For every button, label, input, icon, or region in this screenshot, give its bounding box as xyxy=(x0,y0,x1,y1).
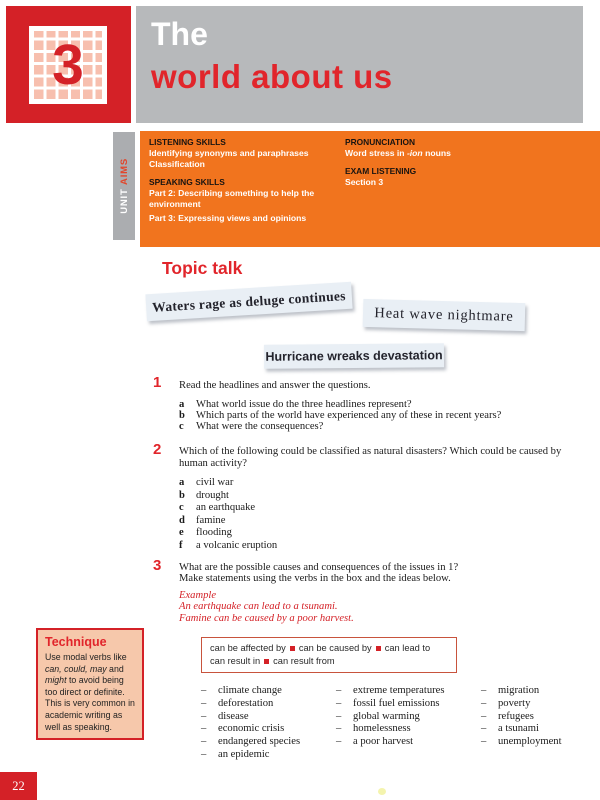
headline-strip-3: Hurricane wreaks devastation xyxy=(264,343,444,369)
list-item: – unemployment xyxy=(481,736,562,748)
option-item: f a volcanic eruption xyxy=(179,539,278,551)
exercise-3-instruction-line2: Make statements using the verbs in the box and the ideas below. xyxy=(179,573,451,585)
unit-badge-inner-square xyxy=(29,26,107,104)
list-item: – deforestation xyxy=(201,697,274,709)
list-item: – extreme temperatures xyxy=(336,685,445,697)
verb-phrase: can result in xyxy=(210,656,261,667)
section-title-topic-talk: Topic talk xyxy=(162,258,243,278)
unit-aims-tab-label xyxy=(119,158,130,214)
exercise-3-instruction-line1: What are the possible causes and consequences of the issues in 1? xyxy=(179,561,459,573)
technique-tip-box xyxy=(36,628,144,740)
aims-heading-pronunciation: PRONUNCIATION xyxy=(345,137,416,147)
exercise-1-number: 1 xyxy=(153,374,162,391)
exercise-2-instruction: Which of the following could be classified as natural disasters? Which could be caused by human activity? xyxy=(179,446,562,469)
page-number: 22 xyxy=(12,778,25,793)
list-item: – endangered species xyxy=(201,736,301,748)
aims-item: Section 3 xyxy=(345,177,384,187)
aims-item: Part 3: Expressing views and opinions xyxy=(149,213,307,223)
aims-item: Word stress in -ion nouns xyxy=(345,148,451,158)
option-item: d famine xyxy=(179,514,226,526)
list-item: – economic crisis xyxy=(201,723,285,735)
example-label: Example xyxy=(179,589,217,601)
example-block xyxy=(179,590,600,625)
word-list-column-2 xyxy=(336,685,444,749)
red-square-bullet xyxy=(264,659,269,664)
list-item: – global warming xyxy=(336,710,420,722)
page-number-badge xyxy=(0,772,37,800)
list-item: – migration xyxy=(481,685,540,697)
verb-phrase-box xyxy=(201,637,457,673)
unit-number-badge xyxy=(6,6,131,123)
headline-strip-2: Heat wave nightmare xyxy=(363,299,526,331)
exercise-2-number: 2 xyxy=(153,441,162,458)
list-item: – refugees xyxy=(481,710,534,722)
technique-text: Use modal verbs like can, could, may and might to avoid being too direct or definite. This is very common in academic writing as well as speaking. xyxy=(45,652,135,732)
exercise-2 xyxy=(153,441,600,553)
verb-phrase: can be affected by xyxy=(210,643,286,654)
list-item: – a poor harvest xyxy=(336,736,414,748)
list-item: – homelessness xyxy=(336,723,411,735)
unit-aims-tab xyxy=(113,132,135,240)
word-list-column-3 xyxy=(481,685,562,749)
aims-item: Classification xyxy=(149,159,205,169)
technique-title: Technique xyxy=(45,635,107,649)
example-sentence-2: Famine can be caused by a poor harvest. xyxy=(179,612,354,624)
example-sentence-1: An earthquake can lead to a tsunami. xyxy=(179,601,338,613)
list-item: – a tsunami xyxy=(481,723,539,735)
option-item: c an earthquake xyxy=(179,502,256,514)
page-mark-dot xyxy=(378,788,386,795)
exercise-1-questions xyxy=(179,399,600,432)
unit-number: 3 xyxy=(52,33,84,97)
list-item: – an epidemic xyxy=(201,749,270,761)
option-item: b drought xyxy=(179,489,229,501)
idea-word-list xyxy=(179,685,600,777)
list-item: – poverty xyxy=(481,697,531,709)
unit-aims-tab-unit: UNIT xyxy=(118,188,130,214)
list-item: – climate change xyxy=(201,685,282,697)
unit-title-line1: The xyxy=(151,16,208,52)
unit-aims-tab-aims: AIMS xyxy=(118,158,130,186)
aims-left-column xyxy=(149,137,341,224)
question-item: c What were the consequences? xyxy=(179,421,324,432)
exercise-3-number: 3 xyxy=(153,556,162,574)
aims-heading-exam-listening: EXAM LISTENING xyxy=(345,166,417,176)
question-item: b Which parts of the world have experienced any of these in recent years? xyxy=(179,410,502,421)
aims-heading-listening: LISTENING SKILLS xyxy=(149,137,226,147)
word-list-column-1 xyxy=(201,685,300,762)
exercise-1-instruction: Read the headlines and answer the questions. xyxy=(179,380,371,391)
option-item: a civil war xyxy=(179,477,234,488)
aims-item: Identifying synonyms and paraphrases xyxy=(149,148,309,158)
verb-phrase: can result from xyxy=(273,656,335,667)
aims-heading-speaking: SPEAKING SKILLS xyxy=(149,177,225,187)
exercise-3 xyxy=(153,556,600,778)
unit-aims-box xyxy=(140,131,600,247)
option-item: e flooding xyxy=(179,527,232,539)
aims-item: Part 2: Describing something to help the environment xyxy=(149,188,315,209)
list-item: – fossil fuel emissions xyxy=(336,697,440,709)
red-square-bullet xyxy=(376,646,381,651)
verb-phrase: can be caused by xyxy=(298,643,372,654)
verb-phrase: can lead to xyxy=(384,643,431,654)
unit-title-banner xyxy=(136,6,583,123)
headline-strip-1: Waters rage as deluge continues xyxy=(145,282,352,322)
list-item: – disease xyxy=(201,710,249,722)
question-item: a What world issue do the three headlines represent? xyxy=(179,399,412,410)
exercise-area xyxy=(153,374,600,777)
exercise-1 xyxy=(153,374,600,432)
red-square-bullet xyxy=(290,646,295,651)
aims-right-column xyxy=(345,137,585,188)
exercise-2-options xyxy=(179,477,600,553)
unit-title-line2: world about us xyxy=(151,58,393,95)
